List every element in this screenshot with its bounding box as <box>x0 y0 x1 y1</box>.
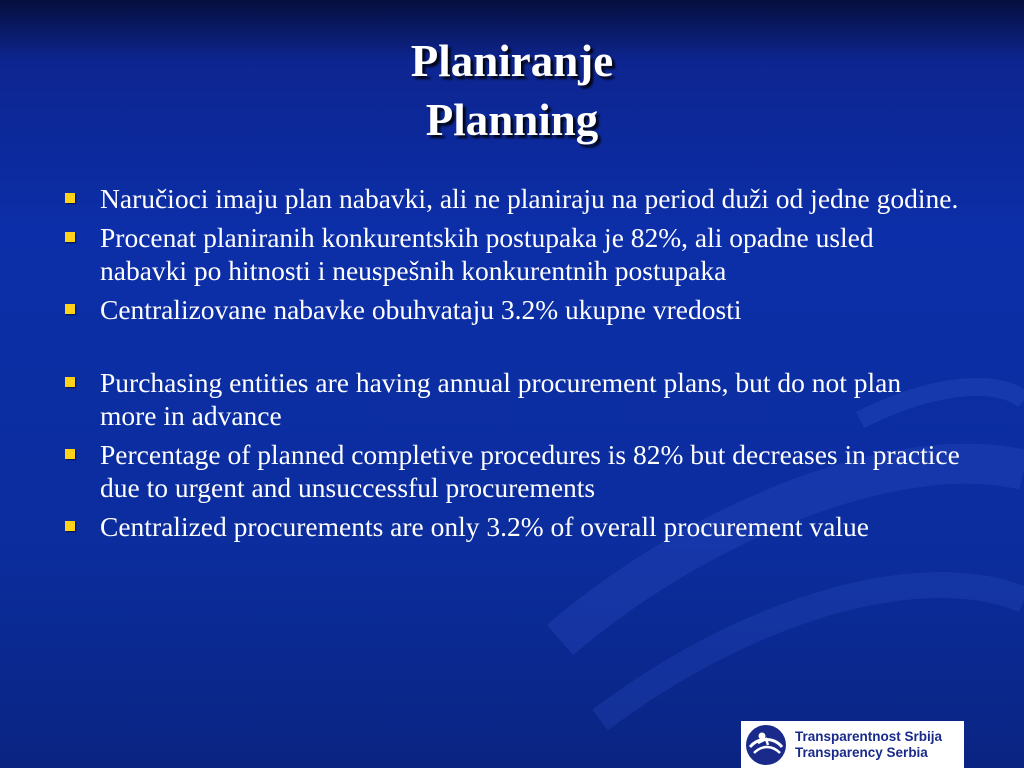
bullet-marker-icon <box>65 449 75 459</box>
bullet-text: Percentage of planned completive procedures is 82% but decreases in practice due to urgent and unsuccessful procurements <box>100 439 960 503</box>
slide-title <box>0 32 1024 150</box>
title-line-serbian: Planiranje <box>410 36 614 86</box>
bullet-marker-icon <box>65 193 75 203</box>
logo-line-serbian: Transparentnost Srbija <box>795 728 943 744</box>
bullet-list <box>0 182 1024 549</box>
bullet-text: Procenat planiranih konkurentskih postupaka je 82%, ali opadne usled nabavki po hitnosti i neuspešnih konkurentnih postupaka <box>100 222 874 286</box>
transparency-globe-icon <box>741 721 791 768</box>
bullet-marker-icon <box>65 232 75 242</box>
bullet-item <box>0 366 960 432</box>
title-line-english: Planning <box>425 95 599 145</box>
bullet-item <box>0 221 960 287</box>
bullet-text: Centralizovane nabavke obuhvataju 3.2% ukupne vredosti <box>100 294 742 325</box>
transparency-serbia-logo <box>741 721 964 768</box>
logo-text <box>791 729 942 761</box>
bullet-item <box>0 182 960 215</box>
bullet-marker-icon <box>65 304 75 314</box>
logo-line-english: Transparency Serbia <box>795 744 928 760</box>
bullet-item <box>0 438 960 504</box>
bullet-text: Purchasing entities are having annual procurement plans, but do not plan more in advance <box>100 367 902 431</box>
bullet-item <box>0 510 960 543</box>
bullet-marker-icon <box>65 521 75 531</box>
bullet-item <box>0 293 960 326</box>
bullet-text: Naručioci imaju plan nabavki, ali ne planiraju na period duži od jedne godine. <box>100 183 959 214</box>
bullet-text: Centralized procurements are only 3.2% of overall procurement value <box>100 511 869 542</box>
bullet-marker-icon <box>65 377 75 387</box>
